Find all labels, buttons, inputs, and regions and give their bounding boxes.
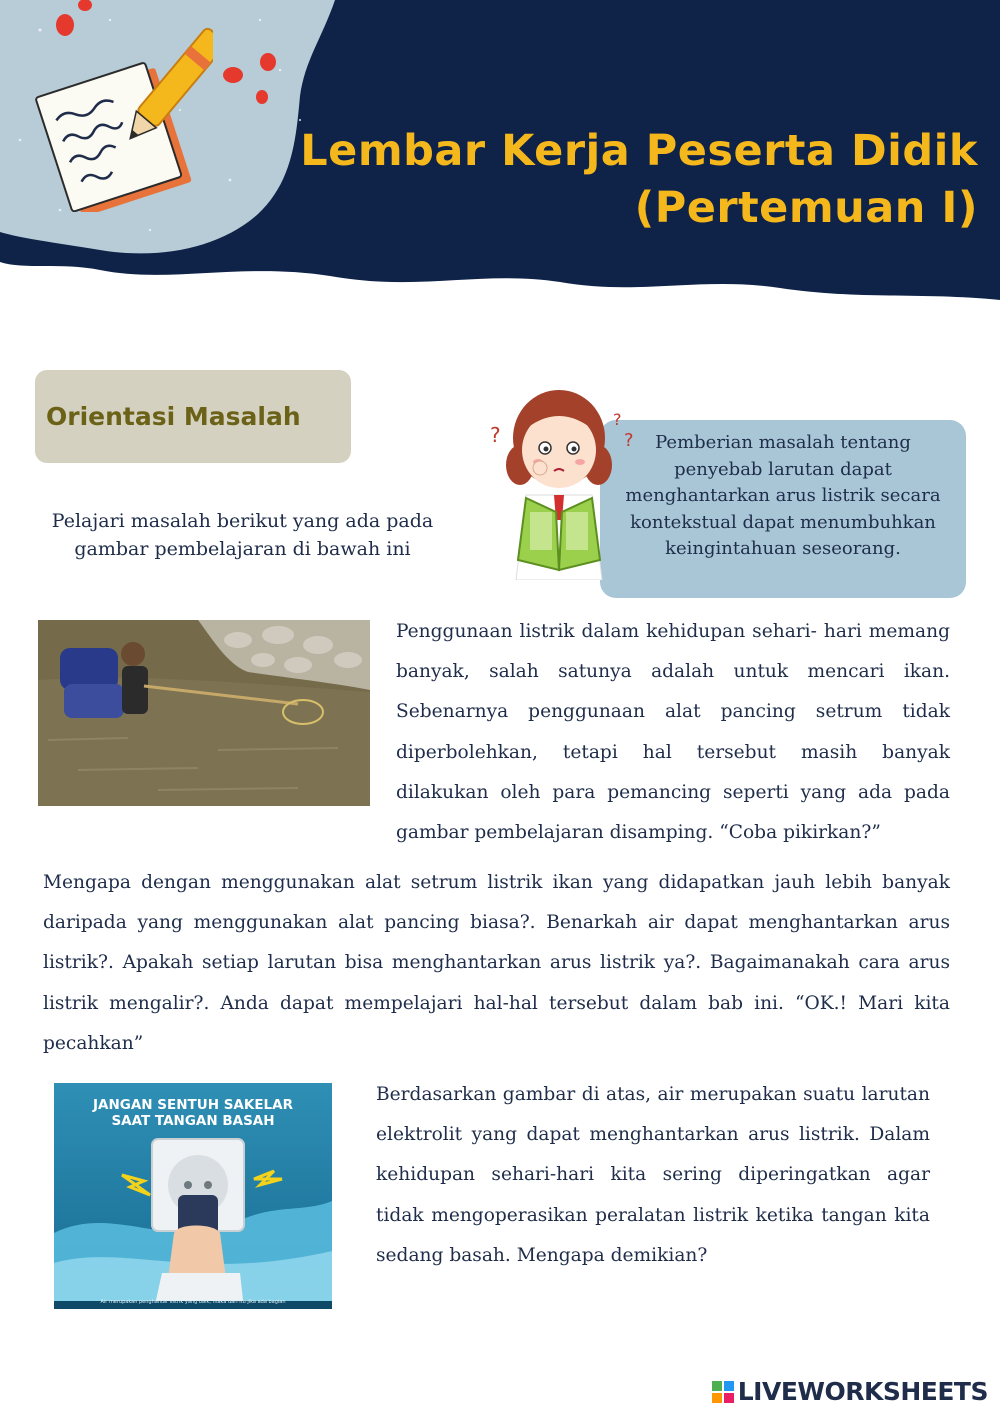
brand-name: LIVEWORKSHEETS bbox=[737, 1377, 988, 1406]
section-label: Orientasi Masalah bbox=[46, 402, 301, 431]
electrofishing-river-photo bbox=[38, 620, 370, 806]
thinking-student-icon bbox=[478, 380, 638, 580]
liveworksheets-logo-icon bbox=[712, 1381, 734, 1403]
poster-caption: Air merupakan penghantar listrik yang baik, maka dari itu jika ada bagian bbox=[100, 1299, 286, 1305]
poster-headline-line1: JANGAN SENTUH SAKELAR bbox=[92, 1097, 293, 1113]
callout-text: Pemberian masalah tentang penyebab larutan dapat menghantarkan arus listrik secara kontekstual dapat menumbuhkan keingintahuan seseorang. bbox=[625, 432, 941, 560]
svg-text:?: ? bbox=[624, 430, 634, 451]
paragraph-3: Berdasarkan gambar di atas, air merupakan suatu larutan elektrolit yang dapat menghantarkan arus listrik. Dalam kehidupan sehari-hari kita sering diperingatkan agar tidak mengoperasikan peralatan listrik ketika tangan kita sedang basah. Mengapa demikian? bbox=[376, 1084, 930, 1266]
paragraph-2: Mengapa dengan menggunakan alat setrum listrik ikan yang didapatkan jauh lebih banyak daripada yang menggunakan alat pancing biasa?. Benarkah air dapat menghantarkan arus listrik?. Apakah setiap larutan bisa menghantarkan arus listrik ya?. Bagaimanakah cara arus listrik mengalir?. Anda dapat mempelajari hal-hal tersebut dalam bab ini. “OK.! Mari kita pecahkan” bbox=[43, 872, 950, 1054]
notepad-pencil-icon bbox=[28, 22, 213, 212]
svg-text:?: ? bbox=[490, 423, 501, 447]
page-subtitle: (Pertemuan I) bbox=[634, 183, 978, 233]
wet-hands-switch-poster bbox=[54, 1083, 332, 1309]
page-title: Lembar Kerja Peserta Didik bbox=[300, 126, 978, 176]
footer-brand[interactable] bbox=[712, 1377, 988, 1406]
poster-headline-line2: SAAT TANGAN BASAH bbox=[111, 1113, 275, 1129]
intro-text: Pelajari masalah berikut yang ada pada gambar pembelajaran di bawah ini bbox=[51, 510, 434, 560]
svg-text:?: ? bbox=[613, 410, 622, 429]
paragraph-1: Penggunaan listrik dalam kehidupan sehari- hari memang banyak, salah satunya adalah untuk mencari ikan. Sebenarnya penggunaan alat pancing setrum tidak diperbolehkan, tetapi hal tersebut masih banyak dilakukan oleh para pemancing seperti yang ada pada gambar pembelajaran disamping. “Coba pikirkan?” bbox=[396, 621, 950, 844]
